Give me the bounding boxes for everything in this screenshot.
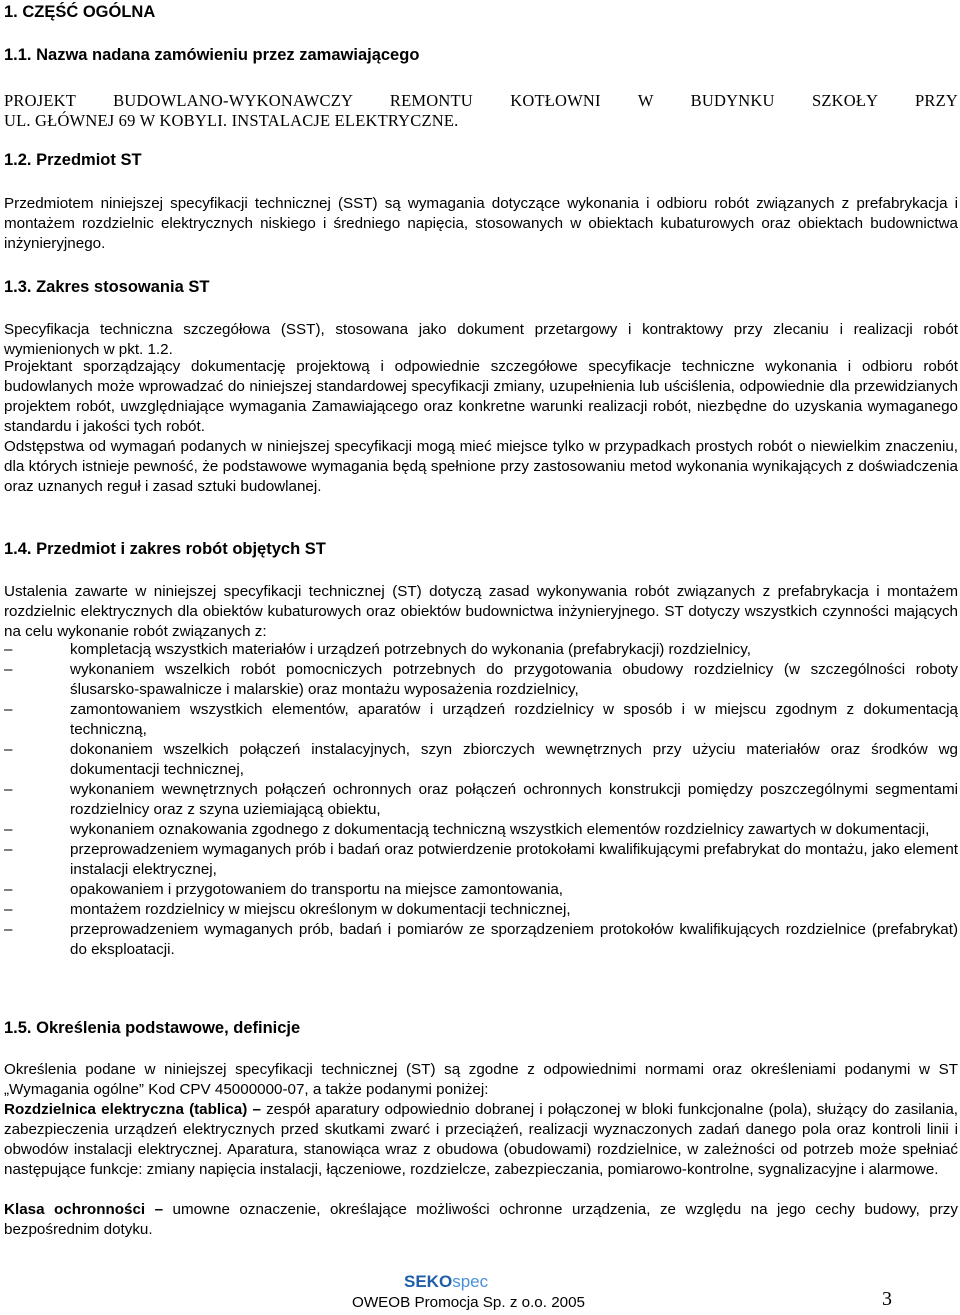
list-item: – kompletacją wszystkich materiałów i urządzeń potrzebnych do wykonania (prefabrykacji) rozdzielnicy, [4, 641, 751, 658]
footer-company: OWEOB Promocja Sp. z o.o. 2005 [352, 1294, 585, 1311]
list-dash: – [4, 641, 13, 658]
list-item: – wykonaniem wewnętrznych połączeń ochronnych oraz połączeń ochronnych konstrukcji pomiędzy poszczególnymi segmentami rozdzielnicy oraz z szyna uziemiającą obiektu, [4, 781, 958, 818]
section-1-5-heading: 1.5. Określenia podstawowe, definicje [4, 1019, 301, 1037]
list-dash: – [4, 741, 13, 758]
definition-protection-class [4, 1200, 958, 1240]
definition-term: Klasa ochronności – [4, 1201, 164, 1218]
project-name-line-2: UL. GŁÓWNEJ 69 W KOBYLI. INSTALACJE ELEKTRYCZNE. [4, 111, 459, 130]
definition-term: Rozdzielnica elektryczna (tablica) – [4, 1101, 261, 1118]
list-dash: – [4, 921, 13, 938]
definition-text: zespół aparatury odpowiednio dobranej i połączonej w bloki funkcjonalne (pola), służący do zasilania, zabezpieczenia urządzeń elektrycznych przed skutkami zwarć i przeciążeń, realizacji wyznaczonych zadań danego pola oraz kontroli linii i obwodów instalacji elektrycznej. Aparatura, stanowiąca wraz z obudowa (obudowami) rozdzielnice, w zależności od potrzeb może spełniać następujące funkcje: zmiany napięcia instalacji, łączeniowe, rozdzielcze, zabezpieczania, pomiarowo-kontrolne, sygnalizacyjne i alarmowe. [4, 1101, 958, 1178]
list-item: – wykonaniem wszelkich robót pomocniczych potrzebnych do przygotowania obudowy rozdzielnicy (w szczególności roboty ślusarsko-spawalnicze i malarskie) oraz montażu wyposażenia rozdzielnicy, [4, 661, 958, 698]
list-dash: – [4, 661, 13, 678]
page-number: 3 [882, 1288, 892, 1310]
list-dash: – [4, 881, 13, 898]
list-item: – montażem rozdzielnicy w miejscu określonym w dokumentacji technicznej, [4, 901, 571, 918]
section-1-1-heading: 1.1. Nazwa nadana zamówieniu przez zamawiającego [4, 46, 420, 64]
section-1-3-heading: 1.3. Zakres stosowania ST [4, 278, 210, 296]
list-dash: – [4, 781, 13, 798]
list-item: – zamontowaniem wszystkich elementów, aparatów i urządzeń rozdzielnicy w sposób i w miejscu zgodnym z dokumentacją techniczną, [4, 701, 958, 738]
definition-switchboard [4, 1100, 958, 1180]
section-1-heading: 1. CZĘŚĆ OGÓLNA [4, 3, 156, 21]
section-1-3-paragraph-1: Specyfikacja techniczna szczegółowa (SST), stosowana jako dokument przetargowy i kontraktowy przy zlecaniu i realizacji robót wymienionych w pkt. 1.2. [4, 321, 958, 358]
project-name-line-1: PROJEKT BUDOWLANO-WYKONAWCZY REMONTU KOTŁOWNI W BUDYNKU SZKOŁY PRZY [4, 91, 958, 110]
list-item: – przeprowadzeniem wymaganych prób, badań i pomiarów ze sporządzeniem protokołów kwalifikujących rozdzielnice (prefabrykat) do eksploatacji. [4, 921, 958, 958]
section-1-3-paragraph-3: Odstępstwa od wymagań podanych w niniejszej specyfikacji mogą mieć miejsce tylko w przypadkach prostych robót o niewielkim znaczeniu, dla których istnieje pewność, że podstawowe wymagania będą spełnione przy zastosowaniu metod wykonania wynikających z doświadczenia oraz uznanych reguł i zasad sztuki budowlanej. [4, 438, 958, 495]
list-item: – dokonaniem wszelkich połączeń instalacyjnych, szyn zbiorczych wewnętrznych przy użyciu materiałów oraz środków wg dokumentacji technicznej, [4, 741, 958, 778]
list-dash: – [4, 841, 13, 858]
list-item: – opakowaniem i przygotowaniem do transportu na miejsce zamontowania, [4, 881, 564, 898]
section-1-3-paragraph-2: Projektant sporządzający dokumentację projektową i odpowiednie szczegółowe specyfikacje techniczne wykonania i odbioru robót budowlanych może wprowadzać do niniejszej standardowej specyfikacji zmiany, uzupełnienia lub uściślenia, odpowiednie dla przewidzianych projektem robót, uwzględniające wymagania Zamawiającego oraz konkretne warunki realizacji robót, niezbędne do uzyskania wymaganego standardu i jakości tych robót. [4, 358, 958, 435]
section-1-5-intro: Określenia podane w niniejszej specyfikacji technicznej (ST) są zgodne z odpowiednimi normami oraz określeniami podanymi w ST „Wymagania ogólne” Kod CPV 45000000-07, a także podanymi poniżej: [4, 1061, 958, 1098]
section-1-4-heading: 1.4. Przedmiot i zakres robót objętych ST [4, 540, 326, 558]
section-1-4-intro: Ustalenia zawarte w niniejszej specyfikacji technicznej (ST) dotyczą zasad wykonywania robót związanych z prefabrykacja i montażem rozdzielnic elektrycznych dla obiektów kubaturowych oraz obiektów budownictwa inżynieryjnego. ST dotyczy wszystkich czynności mających na celu wykonanie robót związanych z: [4, 583, 958, 640]
scope-list [4, 640, 958, 960]
list-item: – przeprowadzeniem wymaganych prób i badań oraz potwierdzenie protokołami kwalifikującymi prefabrykat do montażu, jako element instalacji elektrycznej, [4, 841, 958, 878]
list-item: – wykonaniem oznakowania zgodnego z dokumentacją techniczną wszystkich elementów rozdzielnicy zawartych w dokumentacji, [4, 821, 930, 838]
definition-text: umowne oznaczenie, określające możliwości ochronne urządzenia, ze względu na jego cechy budowy, przy bezpośrednim dotyku. [4, 1201, 958, 1238]
list-dash: – [4, 901, 13, 918]
list-dash: – [4, 821, 13, 838]
section-1-2-heading: 1.2. Przedmiot ST [4, 151, 142, 169]
list-dash: – [4, 701, 13, 718]
section-1-2-text: Przedmiotem niniejszej specyfikacji technicznej (SST) są wymagania dotyczące wykonania i odbioru robót związanych z prefabrykacja i montażem rozdzielnic elektrycznych niskiego i średniego napięcia, stosowanych w obiektach kubaturowych oraz obiektach budownictwa inżynieryjnego. [4, 195, 958, 252]
sekospec-logo: SEKOspec [404, 1272, 489, 1291]
